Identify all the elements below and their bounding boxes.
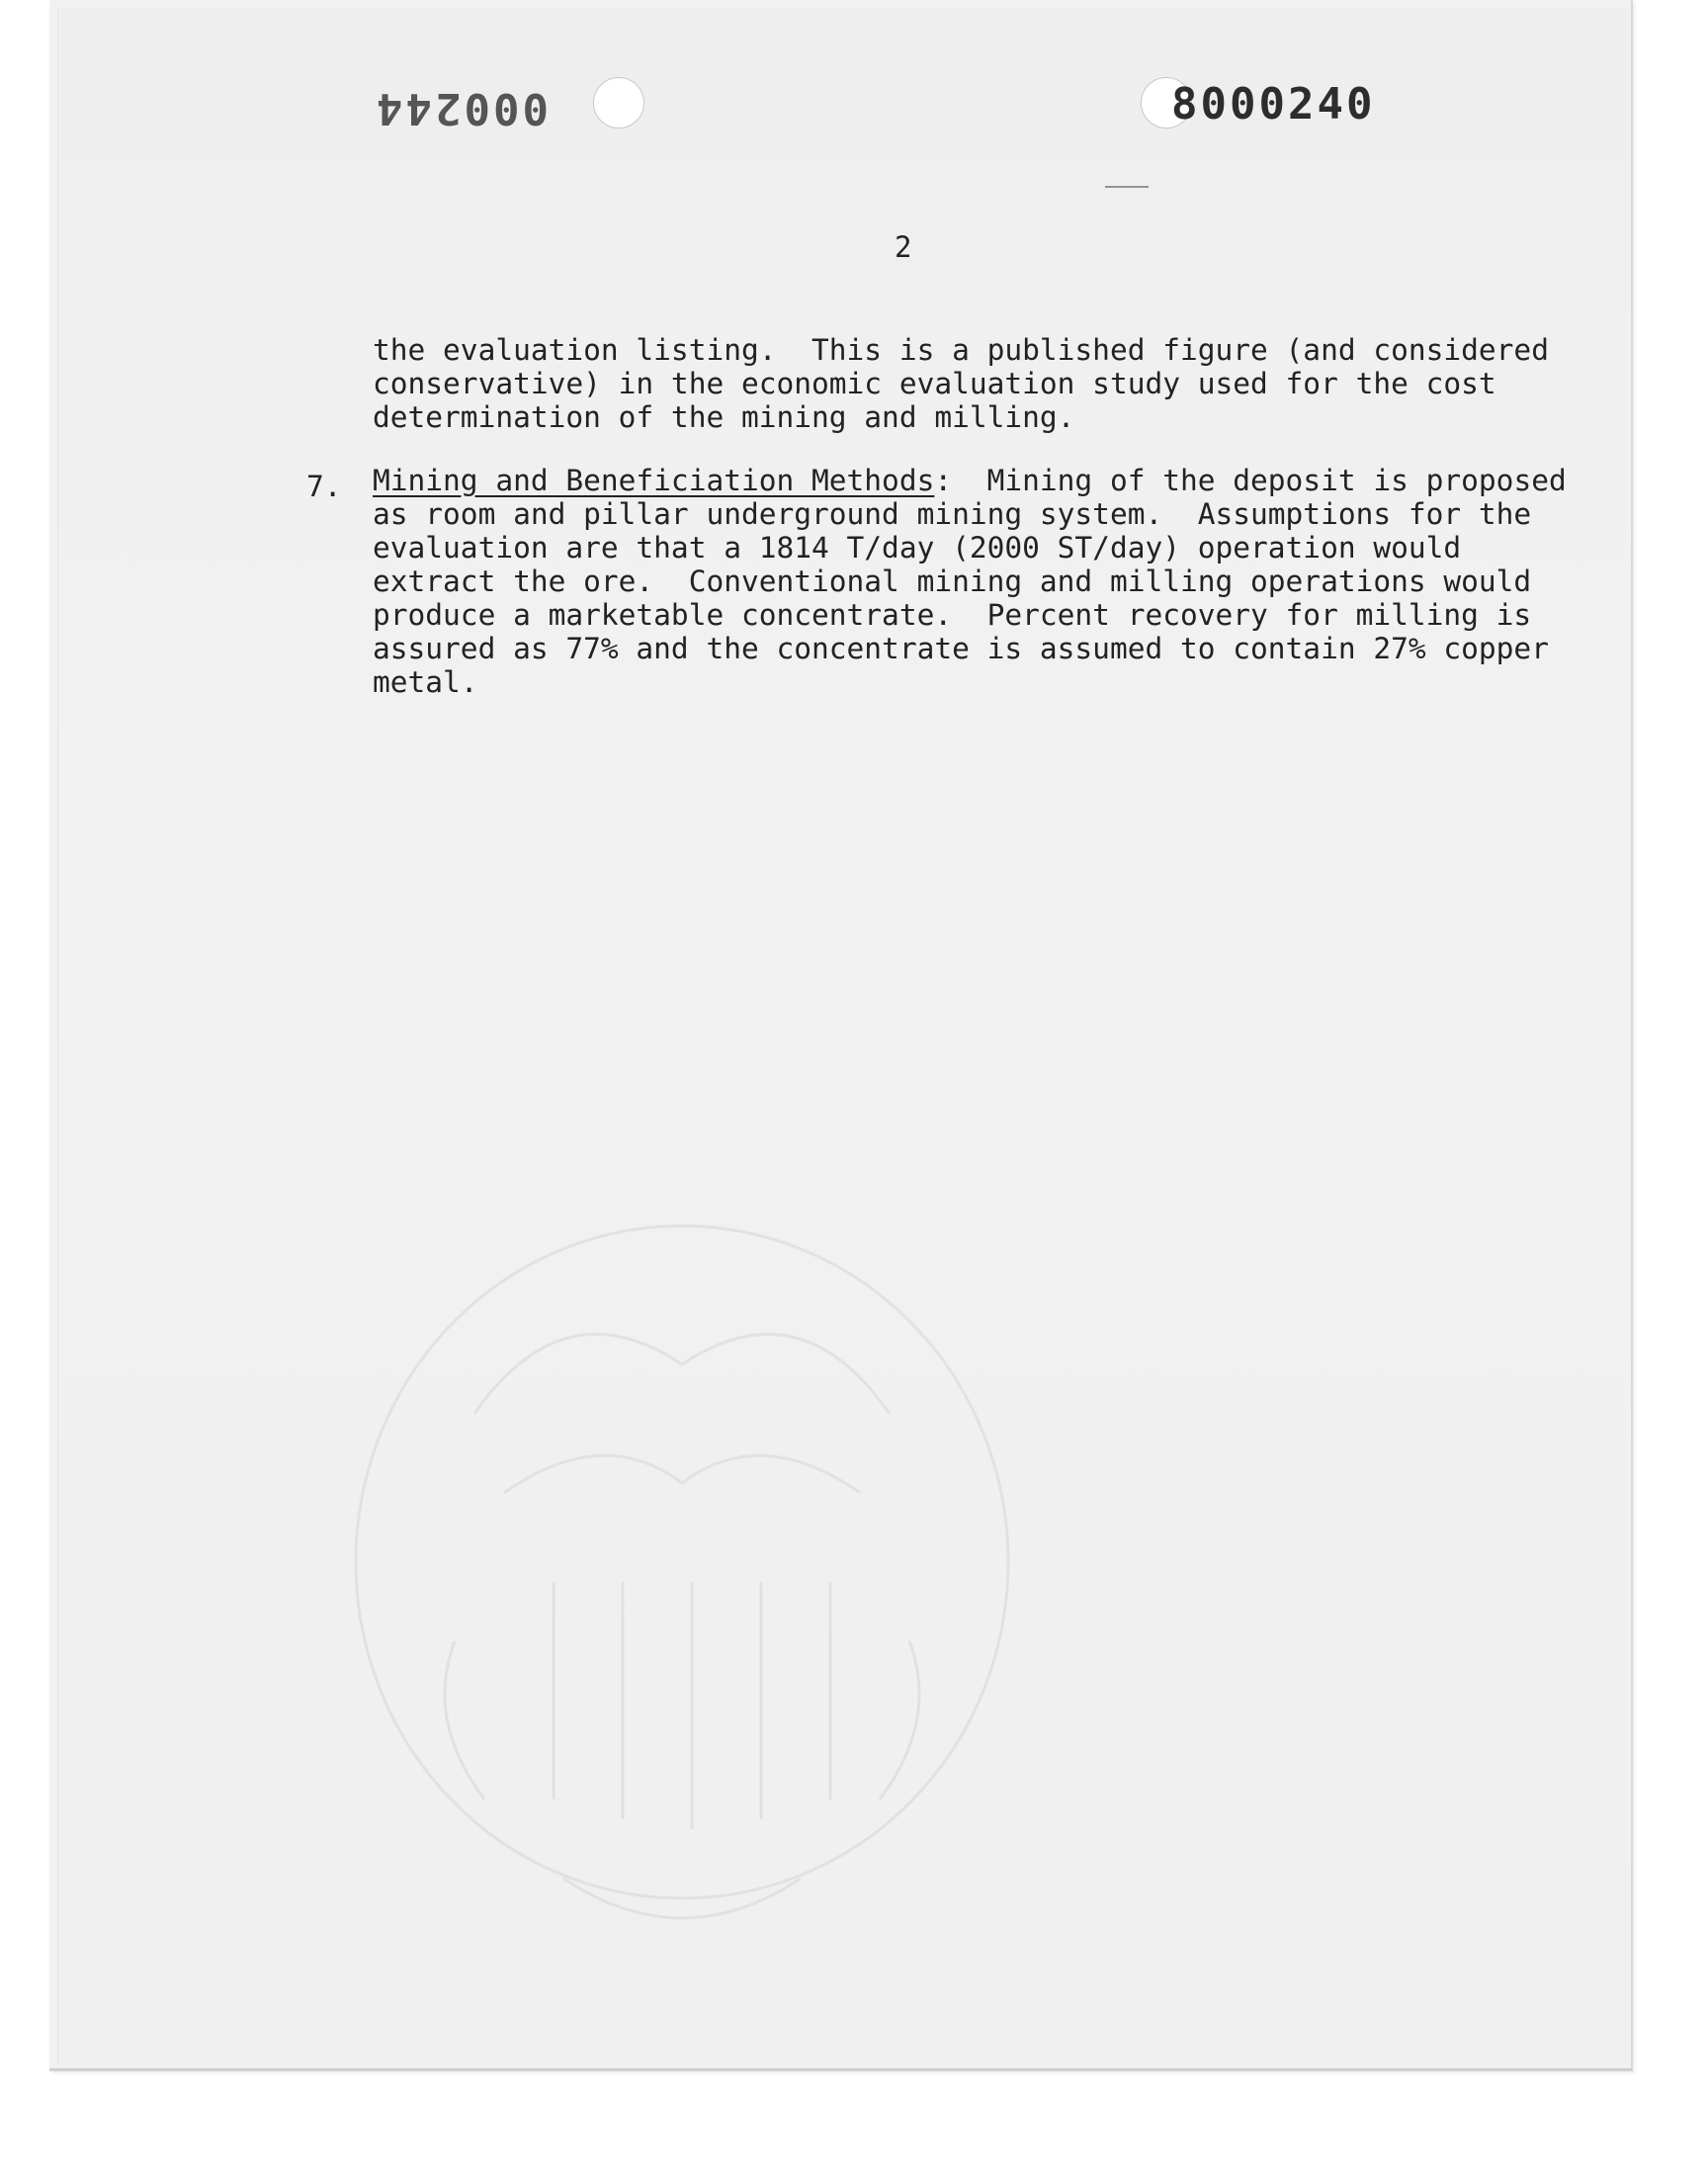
text-line: as room and pillar underground mining system. Assumptions for the	[373, 497, 1532, 531]
text-line: metal.	[373, 665, 478, 699]
section-heading: Mining and Beneficiation Methods	[373, 464, 935, 497]
text-line: the evaluation listing. This is a published figure (and considered	[373, 333, 1549, 367]
faint-seal-watermark	[306, 1167, 1058, 2017]
text-line: evaluation are that a 1814 T/day (2000 ST/day) operation would	[373, 531, 1462, 565]
text-line: produce a marketable concentrate. Percent recovery for milling is	[373, 598, 1532, 632]
text-line: extract the ore. Conventional mining and milling operations would	[373, 565, 1532, 598]
punch-hole-left	[593, 77, 644, 129]
pen-mark	[1105, 186, 1149, 188]
heading-suffix: : Mining of the deposit is proposed	[934, 464, 1567, 497]
continued-paragraph	[373, 333, 1549, 434]
text-line: assured as 77% and the concentrate is assumed to contain 27% copper	[373, 632, 1549, 665]
heading-line	[373, 464, 1567, 497]
mining-methods-paragraph	[373, 464, 1567, 699]
text-line: determination of the mining and milling.	[373, 400, 1075, 434]
item-number: 7.	[306, 470, 342, 503]
document-id-stamp-right: 8000240	[1171, 79, 1376, 130]
text-line: conservative) in the economic evaluation study used for the cost	[373, 367, 1496, 400]
document-page	[49, 0, 1633, 2071]
page-number: 2	[895, 230, 912, 264]
document-id-stamp-left: 000244	[374, 83, 549, 133]
